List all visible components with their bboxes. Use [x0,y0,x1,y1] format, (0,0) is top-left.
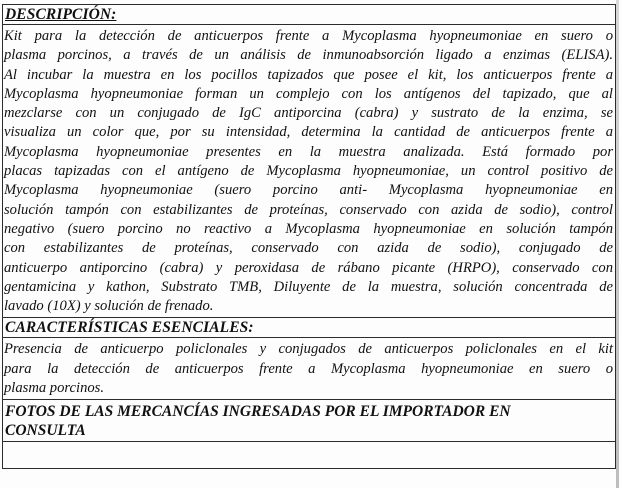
descripcion-line: lavado (10X) y solución de frenado. [4,298,214,315]
descripcion-line: solución tampón con estabilizantes de proteínas, conservado con azida de sodio), control [4,201,613,218]
descripcion-line: plasma porcinos, a través de un análisis de inmunoabsorción ligado a enzimas (ELISA). [4,47,613,64]
fotos-heading [3,400,615,442]
caracteristicas-heading: CARACTERÍSTICAS ESENCIALES: [3,318,615,338]
descripcion-line: con estabilizantes de proteínas, conservado con azida de sodio), conjugado de [4,240,613,257]
descripcion-heading: DESCRIPCIÓN: [3,5,615,25]
descripcion-line: mezclarse con un conjugado de IgC antiporcina (cabra) y sustrato de la enzima, se [4,105,613,122]
fotos-heading-line: CONSULTA [5,422,86,440]
fotos-image-area [3,442,615,469]
descripcion-line: Mycoplasma hyopneumoniae presentes en la muestra analizada. Está formado por [4,143,613,160]
caracteristicas-line: Presencia de anticuerpo policlonales y conjugados de anticuerpos policlonales en el kit [4,341,613,358]
descripcion-line: Mycoplasma hyopneumoniae (suero porcino anti- Mycoplasma hyopneumoniae en [4,182,613,199]
descripcion-line: placas tapizadas con el antígeno de Mycoplasma hyopneumoniae, un control positivo de [4,163,613,180]
descripcion-body [3,25,615,318]
descripcion-line: Kit para la detección de anticuerpos frente a Mycoplasma hyopneumoniae en suero o [4,28,613,44]
caracteristicas-body [3,338,615,400]
merchandise-description-table [2,4,616,469]
fotos-heading-line: FOTOS DE LAS MERCANCÍAS INGRESADAS POR EL IMPORTADOR EN [5,403,511,421]
descripcion-line: gentamicina y kathon, Substrato TMB, Diluyente de la muestra, solución concentrada de [4,278,613,295]
descripcion-line: negativo (suero porcino no reactivo a Mycoplasma hyopneumoniae en solución tampón [4,220,613,237]
scan-edge-shadow [616,0,619,488]
descripcion-line: Al incubar la muestra en los pocillos tapizados que posee el kit, los anticuerpos frente a [4,66,613,83]
caracteristicas-line: para la detección de anticuerpos frente a Mycoplasma hyopneumoniae en suero o [4,360,613,377]
descripcion-line: anticuerpo antiporcino (cabra) y peroxidasa de rábano picante (HRPO), conservado con [4,259,613,276]
descripcion-line: Mycoplasma hyopneumoniae forman un complejo con los antígenos del tapizado, que al [4,85,613,102]
descripcion-line: visualiza un color que, por su intensidad, determina la cantidad de anticuerpos frente a [4,124,613,141]
caracteristicas-line: plasma porcinos. [4,380,104,397]
